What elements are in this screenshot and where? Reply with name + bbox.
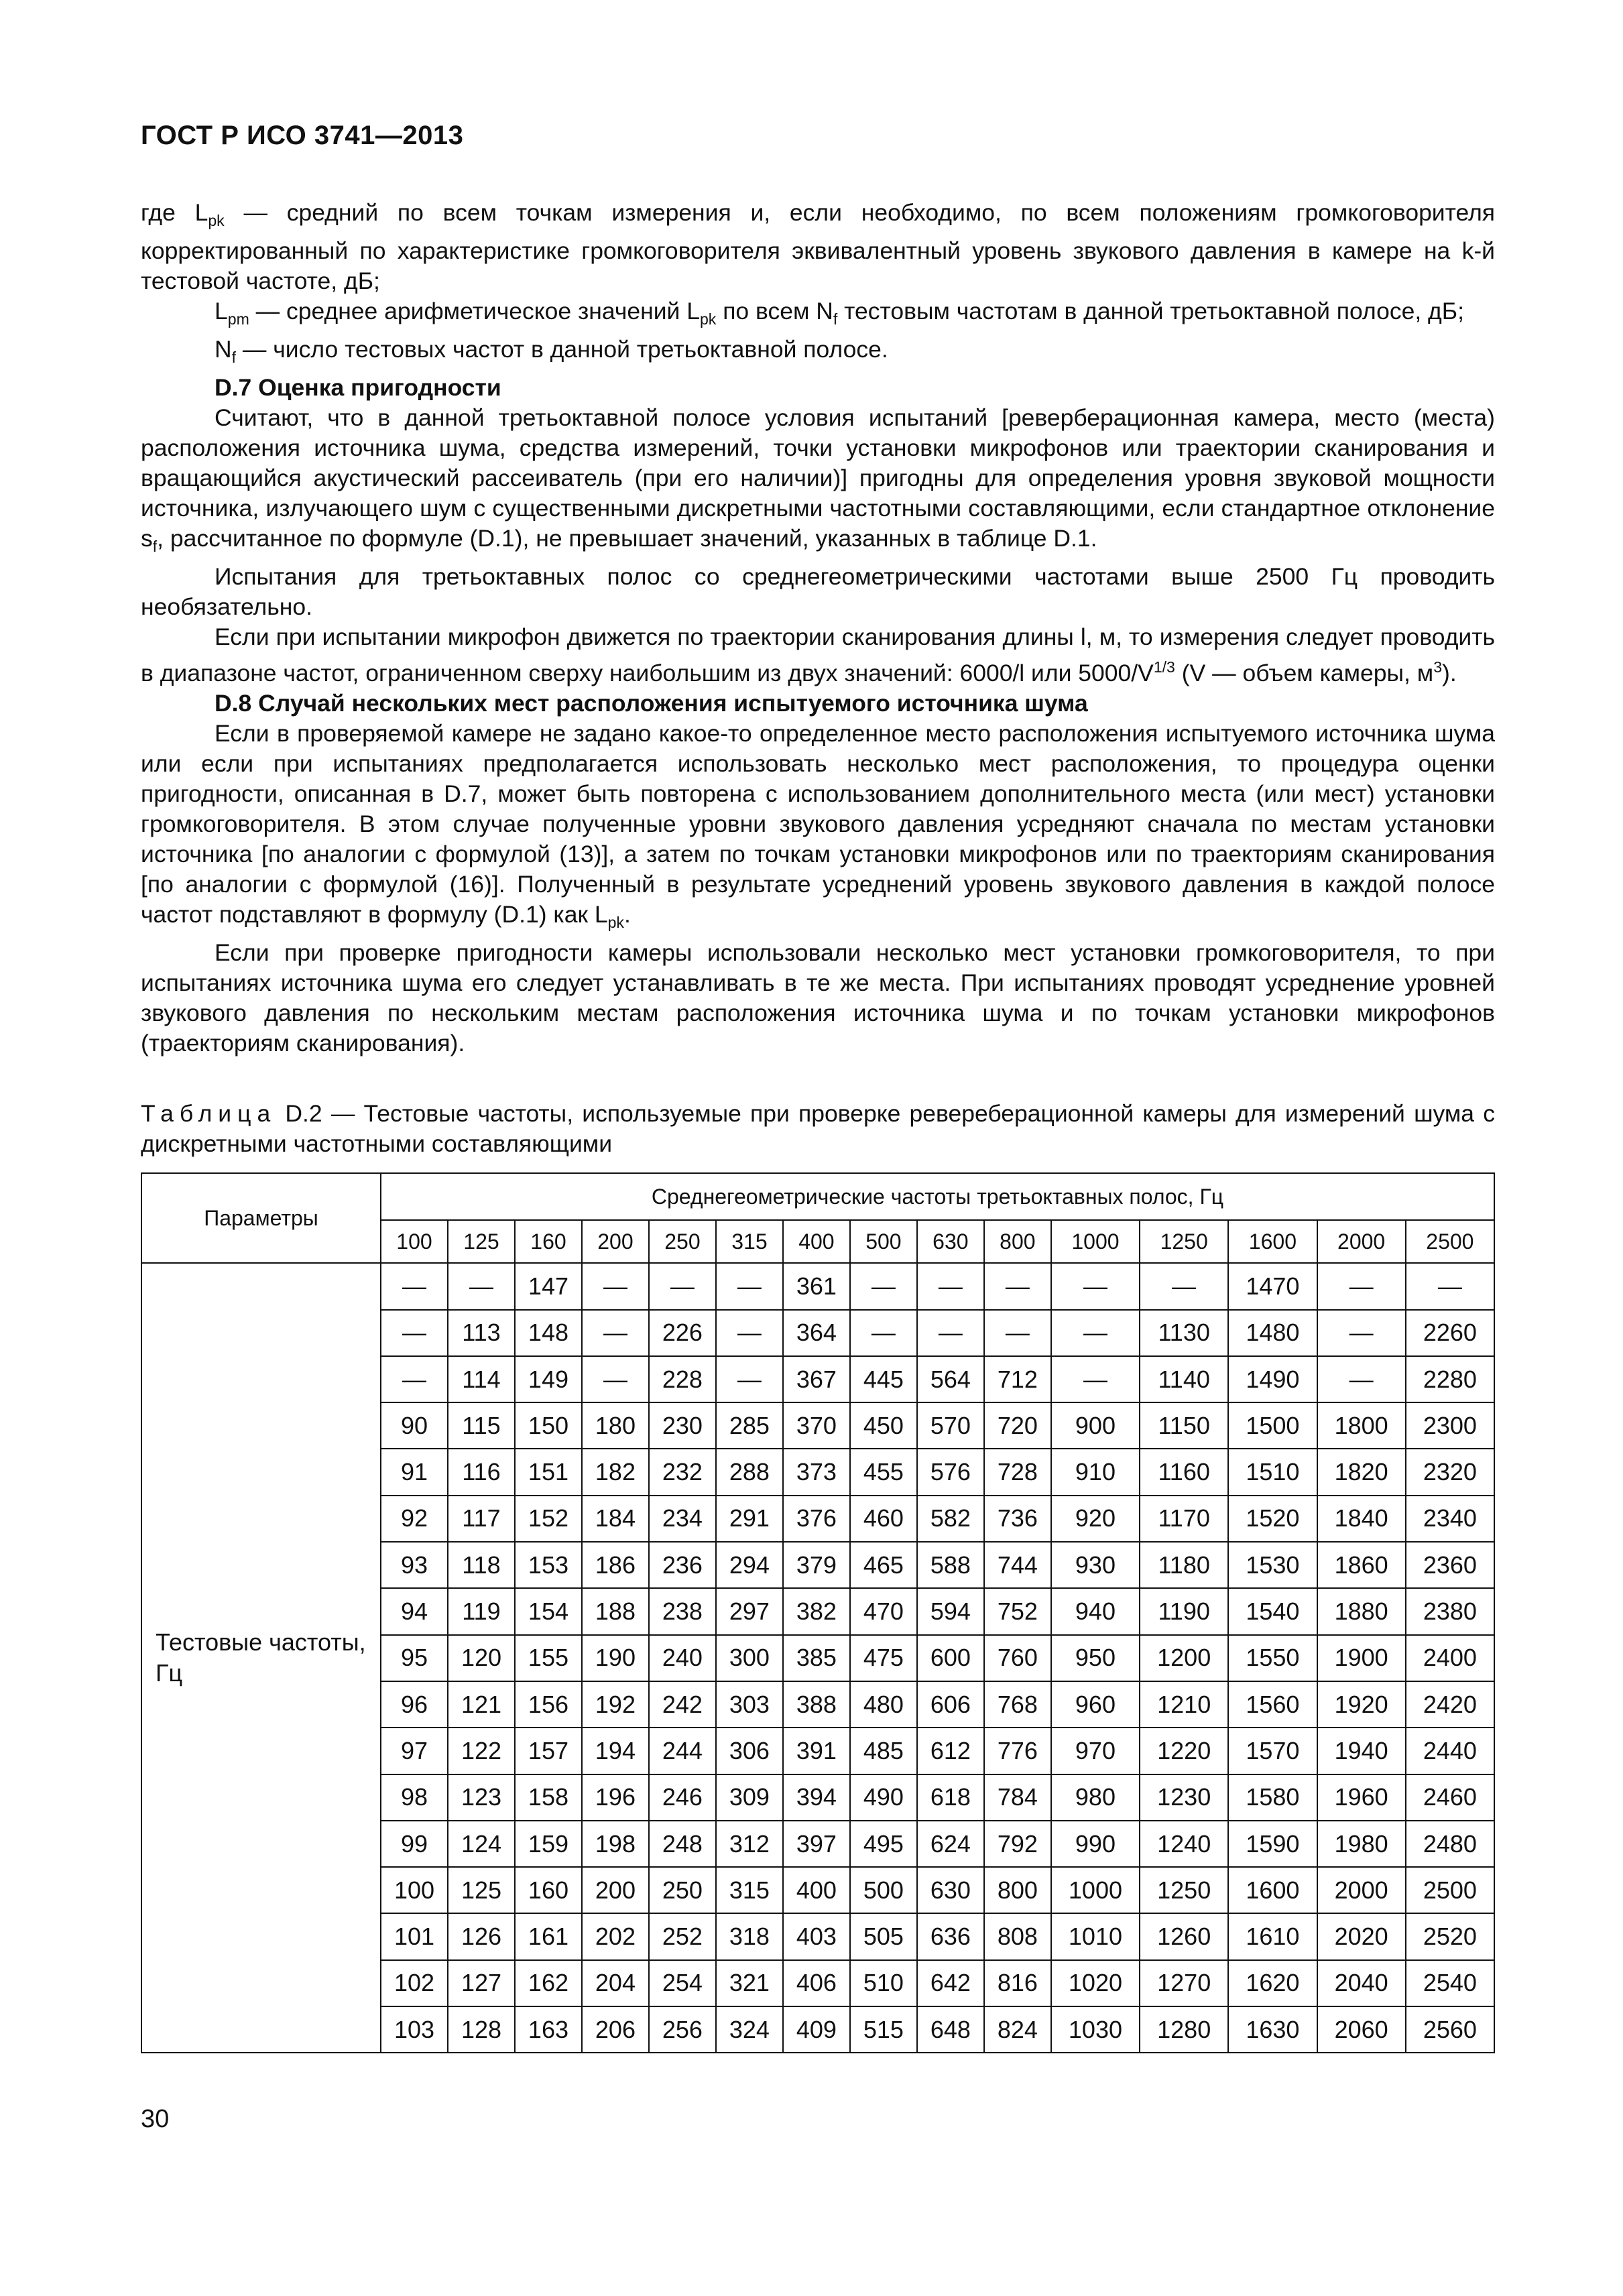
table-cell: 204	[582, 1960, 649, 2006]
table-cell: 246	[649, 1774, 716, 1821]
column-header: 200	[582, 1220, 649, 1263]
table-cell: 148	[515, 1310, 582, 1356]
table-cell: 409	[783, 2006, 850, 2053]
paragraph-lpk-definition: где $L_{pk}$ — средний по всем точкам измерения и, если необходимо, по всем положениям громкоговорителя корректированный по характеристике громкоговорителя эквивалентный уровень звукового давления в камере на k-й тестовой частоте, дБ;	[141, 199, 1496, 295]
table-cell: 161	[515, 1913, 582, 1959]
table-cell: 2520	[1406, 1913, 1494, 1959]
table-cell: 160	[515, 1867, 582, 1913]
table-cell: 200	[582, 1867, 649, 1913]
table-cell: —	[984, 1310, 1051, 1356]
table-caption-label: Таблица	[141, 1100, 277, 1128]
table-cell: 256	[649, 2006, 716, 2053]
table-cell: 285	[716, 1402, 783, 1449]
table-cell: 624	[917, 1821, 984, 1867]
table-cell: 1590	[1228, 1821, 1317, 1867]
table-cell: 1250	[1140, 1867, 1228, 1913]
table-cell: 776	[984, 1728, 1051, 1774]
table-cell: 455	[850, 1449, 917, 1495]
table-cell: 500	[850, 1867, 917, 1913]
table-cell: 118	[448, 1542, 515, 1588]
table-cell: 2300	[1406, 1402, 1494, 1449]
table-cell: 2380	[1406, 1588, 1494, 1634]
table-cell: 98	[381, 1774, 448, 1821]
table-cell: 379	[783, 1542, 850, 1588]
table-cell: —	[381, 1356, 448, 1402]
table-cell: 403	[783, 1913, 850, 1959]
table-cell: 1490	[1228, 1356, 1317, 1402]
table-cell: 720	[984, 1402, 1051, 1449]
column-header: 2500	[1406, 1220, 1494, 1263]
table-cell: 612	[917, 1728, 984, 1774]
paragraph-nf-definition: $N_f$ — число тестовых частот в данной третьоктавной полосе.	[215, 336, 888, 367]
table-cell: 226	[649, 1310, 716, 1356]
table-cell: 1530	[1228, 1542, 1317, 1588]
table-cell: 950	[1051, 1635, 1140, 1681]
table-cell: 1620	[1228, 1960, 1317, 2006]
table-cell: 1900	[1317, 1635, 1406, 1681]
table-cell: 1550	[1228, 1635, 1317, 1681]
table-cell: 96	[381, 1681, 448, 1728]
table-cell: 198	[582, 1821, 649, 1867]
table-cell: —	[582, 1356, 649, 1402]
table-cell: 113	[448, 1310, 515, 1356]
table-cell: —	[1051, 1263, 1140, 1309]
table-cell: 303	[716, 1681, 783, 1728]
table-cell: 450	[850, 1402, 917, 1449]
column-header: 1250	[1140, 1220, 1228, 1263]
table-cell: 124	[448, 1821, 515, 1867]
table-cell: 180	[582, 1402, 649, 1449]
table-cell: 900	[1051, 1402, 1140, 1449]
table-cell: —	[1317, 1263, 1406, 1309]
table-cell: 465	[850, 1542, 917, 1588]
table-cell: 1220	[1140, 1728, 1228, 1774]
table-cell: 238	[649, 1588, 716, 1634]
table-cell: 100	[381, 1867, 448, 1913]
table-cell: 117	[448, 1496, 515, 1542]
table-cell: —	[448, 1263, 515, 1309]
table-cell: —	[1317, 1356, 1406, 1402]
table-cell: 232	[649, 1449, 716, 1495]
table-cell: 1540	[1228, 1588, 1317, 1634]
table-cell: 1500	[1228, 1402, 1317, 1449]
table-cell: 95	[381, 1635, 448, 1681]
table-cell: 630	[917, 1867, 984, 1913]
table-cell: 90	[381, 1402, 448, 1449]
table-cell: 940	[1051, 1588, 1140, 1634]
table-cell: 1030	[1051, 2006, 1140, 2053]
table-cell: 123	[448, 1774, 515, 1821]
section-heading-d7: D.7 Оценка пригодности	[215, 374, 501, 402]
table-cell: 460	[850, 1496, 917, 1542]
table-cell: 400	[783, 1867, 850, 1913]
table-cell: 570	[917, 1402, 984, 1449]
table-cell: 1010	[1051, 1913, 1140, 1959]
table-cell: 248	[649, 1821, 716, 1867]
table-cell: —	[381, 1310, 448, 1356]
table-cell: 382	[783, 1588, 850, 1634]
table-cell: 1570	[1228, 1728, 1317, 1774]
row-label: Тестовые частоты, Гц	[141, 1263, 381, 2053]
table-cell: —	[1051, 1310, 1140, 1356]
table-cell: 2440	[1406, 1728, 1494, 1774]
table-cell: 206	[582, 2006, 649, 2053]
table-cell: —	[917, 1310, 984, 1356]
table-cell: 1800	[1317, 1402, 1406, 1449]
table-cell: 184	[582, 1496, 649, 1542]
table-cell: 792	[984, 1821, 1051, 1867]
table-cell: 728	[984, 1449, 1051, 1495]
table-cell: 202	[582, 1913, 649, 1959]
table-cell: 397	[783, 1821, 850, 1867]
table-cell: 768	[984, 1681, 1051, 1728]
table-cell: 576	[917, 1449, 984, 1495]
table-cell: 588	[917, 1542, 984, 1588]
table-cell: 594	[917, 1588, 984, 1634]
table-cell: 152	[515, 1496, 582, 1542]
table-cell: 910	[1051, 1449, 1140, 1495]
paragraph-averaging: Если при проверке пригодности камеры использовали несколько мест установки громкоговорителя, то при испытаниях источника шума его следует устанавливать в те же места. При испытаниях проводят усреднение уровней звукового давления по нескольким местам расположения источника шума и по точкам установки микрофонов (траекториям сканирования).	[141, 939, 1495, 1057]
table-cell: 294	[716, 1542, 783, 1588]
table-cell: 254	[649, 1960, 716, 2006]
table-cell: 194	[582, 1728, 649, 1774]
column-header: 630	[917, 1220, 984, 1263]
table-cell: 156	[515, 1681, 582, 1728]
column-header: 500	[850, 1220, 917, 1263]
table-cell: 1160	[1140, 1449, 1228, 1495]
table-cell: 149	[515, 1356, 582, 1402]
table-cell: 102	[381, 1960, 448, 2006]
table-body	[141, 1263, 1494, 2053]
table-cell: 150	[515, 1402, 582, 1449]
column-header: 125	[448, 1220, 515, 1263]
table-cell: 1600	[1228, 1867, 1317, 1913]
table-cell: 960	[1051, 1681, 1140, 1728]
table-cell: 385	[783, 1635, 850, 1681]
table-cell: 1140	[1140, 1356, 1228, 1402]
table-cell: 1150	[1140, 1402, 1228, 1449]
table-cell: 980	[1051, 1774, 1140, 1821]
page-number: 30	[141, 2105, 170, 2133]
table-cell: 808	[984, 1913, 1051, 1959]
table-cell: 970	[1051, 1728, 1140, 1774]
table-cell: 119	[448, 1588, 515, 1634]
table-cell: 2020	[1317, 1913, 1406, 1959]
table-cell: —	[716, 1310, 783, 1356]
table-cell: 364	[783, 1310, 850, 1356]
table-cell: 1560	[1228, 1681, 1317, 1728]
table-cell: 101	[381, 1913, 448, 1959]
table-cell: 1960	[1317, 1774, 1406, 1821]
table-cell: 1880	[1317, 1588, 1406, 1634]
table-cell: —	[649, 1263, 716, 1309]
table-cell: 2280	[1406, 1356, 1494, 1402]
table-cell: 1580	[1228, 1774, 1317, 1821]
paragraph-suitability: Считают, что в данной третьоктавной полосе условия испытаний [реверберационная камера, место (места) расположения источника шума, средства измерений, точки установки микрофонов или траектории сканирования и вращающийся акустический рассеиватель (при его наличии)] пригодны для определения уровня звуковой мощности источника, излучающего шум с существенными дискретными частотными составляющими, если стандартное отклонение $s_f$, рассчитанное по формуле (D.1), не превышает значений, указанных в таблице D.1.	[141, 404, 1495, 556]
table-cell: 1130	[1140, 1310, 1228, 1356]
table-cell: 1630	[1228, 2006, 1317, 2053]
frequency-span-header: Среднегеометрические частоты третьоктавных полос, Гц	[381, 1173, 1494, 1220]
table-cell: 406	[783, 1960, 850, 2006]
column-header: 315	[716, 1220, 783, 1263]
table-row	[141, 1263, 1494, 1309]
table-cell: 1270	[1140, 1960, 1228, 2006]
column-header: 400	[783, 1220, 850, 1263]
table-cell: 159	[515, 1821, 582, 1867]
table-cell: —	[1406, 1263, 1494, 1309]
table-cell: 309	[716, 1774, 783, 1821]
table-cell: 1520	[1228, 1496, 1317, 1542]
table-cell: 230	[649, 1402, 716, 1449]
table-cell: 321	[716, 1960, 783, 2006]
table-cell: 97	[381, 1728, 448, 1774]
table-cell: 318	[716, 1913, 783, 1959]
table-cell: 93	[381, 1542, 448, 1588]
table-cell: 2060	[1317, 2006, 1406, 2053]
table-cell: 606	[917, 1681, 984, 1728]
table-cell: 2500	[1406, 1867, 1494, 1913]
table-cell: 324	[716, 2006, 783, 2053]
paragraph-optional-tests: Испытания для третьоктавных полос со среднегеометрическими частотами выше 2500 Гц проводить необязательно.	[141, 563, 1495, 621]
table-cell: 600	[917, 1635, 984, 1681]
table-cell: 361	[783, 1263, 850, 1309]
table-caption-text: D.2 — Тестовые частоты, используемые при проверке ревереберационной камеры для измерений шума с дискретными частотными составляющими	[141, 1100, 1495, 1158]
table-cell: 752	[984, 1588, 1051, 1634]
table-cell: 1190	[1140, 1588, 1228, 1634]
table-cell: 157	[515, 1728, 582, 1774]
table-cell: 154	[515, 1588, 582, 1634]
table-cell: 642	[917, 1960, 984, 2006]
table-cell: 196	[582, 1774, 649, 1821]
body-text	[141, 198, 1495, 1059]
table-cell: 122	[448, 1728, 515, 1774]
table-cell: 1170	[1140, 1496, 1228, 1542]
table-cell: 736	[984, 1496, 1051, 1542]
table-cell: —	[917, 1263, 984, 1309]
table-cell: 155	[515, 1635, 582, 1681]
table-cell: 1860	[1317, 1542, 1406, 1588]
table-cell: 990	[1051, 1821, 1140, 1867]
paragraph-scanning: Если при испытании микрофон движется по траектории сканирования длины l, м, то измерения следует проводить в диапазоне частот, ограниченном сверху наибольшим из двух значений: 6000/l или $5000/V^{1/3}$ (V — объем камеры, $м^3$).	[141, 623, 1495, 687]
table-cell: —	[582, 1310, 649, 1356]
table-cell: 115	[448, 1402, 515, 1449]
section-heading-d8: D.8 Случай нескольких мест расположения испытуемого источника шума	[215, 690, 1088, 717]
table-cell: 760	[984, 1635, 1051, 1681]
table-cell: 151	[515, 1449, 582, 1495]
table-cell: 162	[515, 1960, 582, 2006]
table-cell: 92	[381, 1496, 448, 1542]
table-cell: —	[582, 1263, 649, 1309]
table-cell: 367	[783, 1356, 850, 1402]
table-cell: 291	[716, 1496, 783, 1542]
column-header: 1600	[1228, 1220, 1317, 1263]
table-cell: 192	[582, 1681, 649, 1728]
table-cell: 824	[984, 2006, 1051, 2053]
table-cell: 2400	[1406, 1635, 1494, 1681]
table-cell: 485	[850, 1728, 917, 1774]
column-header: 250	[649, 1220, 716, 1263]
table-cell: 236	[649, 1542, 716, 1588]
table-cell: —	[716, 1263, 783, 1309]
table-cell: 312	[716, 1821, 783, 1867]
table-cell: 120	[448, 1635, 515, 1681]
table-cell: 2540	[1406, 1960, 1494, 2006]
table-cell: 234	[649, 1496, 716, 1542]
table-cell: 930	[1051, 1542, 1140, 1588]
table-cell: 490	[850, 1774, 917, 1821]
table-cell: 388	[783, 1681, 850, 1728]
table-cell: 2340	[1406, 1496, 1494, 1542]
table-cell: 784	[984, 1774, 1051, 1821]
table-cell: 1210	[1140, 1681, 1228, 1728]
table-cell: 816	[984, 1960, 1051, 2006]
table-cell: 373	[783, 1449, 850, 1495]
table-cell: 1230	[1140, 1774, 1228, 1821]
table-cell: 91	[381, 1449, 448, 1495]
table-cell: 636	[917, 1913, 984, 1959]
table-cell: 480	[850, 1681, 917, 1728]
table-cell: 582	[917, 1496, 984, 1542]
table-cell: 744	[984, 1542, 1051, 1588]
column-header: 160	[515, 1220, 582, 1263]
table-cell: 306	[716, 1728, 783, 1774]
table-cell: 394	[783, 1774, 850, 1821]
table-cell: 1510	[1228, 1449, 1317, 1495]
table-cell: 1920	[1317, 1681, 1406, 1728]
table-cell: 182	[582, 1449, 649, 1495]
table-cell: 1200	[1140, 1635, 1228, 1681]
param-header: Параметры	[141, 1173, 381, 1263]
table-cell: 2460	[1406, 1774, 1494, 1821]
table-cell: 300	[716, 1635, 783, 1681]
table-cell: 505	[850, 1913, 917, 1959]
table-cell: 1260	[1140, 1913, 1228, 1959]
table-cell: 163	[515, 2006, 582, 2053]
table-cell: —	[1317, 1310, 1406, 1356]
table-cell: 1470	[1228, 1263, 1317, 1309]
table-cell: 240	[649, 1635, 716, 1681]
paragraph-multiple-locations: Если в проверяемой камере не задано какое-то определенное место расположения испытуемого источника шума или если при испытаниях предполагается использовать несколько мест расположения, то процедура оценки пригодности, описанная в D.7, может быть повторена с использованием дополнительного места (или мест) установки громкоговорителя. В этом случае полученные уровни звукового давления усредняют сначала по местам установки источника [по аналогии с формулой (13)], а затем по точкам установки микрофонов или по траекториям сканирования [по аналогии с формулой (16)]. Полученный в результате усреднений уровень звукового давления в каждой полосе частот подставляют в формулу (D.1) как $L_{pk}$.	[141, 720, 1495, 932]
table-cell: 2360	[1406, 1542, 1494, 1588]
table-cell: —	[381, 1263, 448, 1309]
table-cell: 2320	[1406, 1449, 1494, 1495]
table-cell: 800	[984, 1867, 1051, 1913]
table-cell: 244	[649, 1728, 716, 1774]
table-cell: 1280	[1140, 2006, 1228, 2053]
table-cell: 99	[381, 1821, 448, 1867]
table-cell: 445	[850, 1356, 917, 1402]
column-header: 1000	[1051, 1220, 1140, 1263]
table-cell: 128	[448, 2006, 515, 2053]
table-cell: 510	[850, 1960, 917, 2006]
table-cell: 315	[716, 1867, 783, 1913]
table-cell: 297	[716, 1588, 783, 1634]
table-cell: 103	[381, 2006, 448, 2053]
table-cell: 125	[448, 1867, 515, 1913]
table-cell: 376	[783, 1496, 850, 1542]
table-cell: 391	[783, 1728, 850, 1774]
table-cell: 252	[649, 1913, 716, 1959]
table-cell: 116	[448, 1449, 515, 1495]
table-cell: 712	[984, 1356, 1051, 1402]
table-cell: 495	[850, 1821, 917, 1867]
table-cell: 288	[716, 1449, 783, 1495]
table-cell: 2480	[1406, 1821, 1494, 1867]
table-cell: 228	[649, 1356, 716, 1402]
table-cell: 147	[515, 1263, 582, 1309]
table-cell: 618	[917, 1774, 984, 1821]
table-cell: 1980	[1317, 1821, 1406, 1867]
table-cell: 1020	[1051, 1960, 1140, 2006]
test-frequencies-table	[141, 1172, 1495, 2053]
table-cell: 121	[448, 1681, 515, 1728]
table-cell: 1820	[1317, 1449, 1406, 1495]
table-cell: 188	[582, 1588, 649, 1634]
table-caption	[141, 1099, 1495, 1159]
table-cell: 1240	[1140, 1821, 1228, 1867]
table-cell: 158	[515, 1774, 582, 1821]
table-cell: 153	[515, 1542, 582, 1588]
standard-header: ГОСТ Р ИСО 3741—2013	[141, 121, 464, 150]
table-cell: 920	[1051, 1496, 1140, 1542]
table-cell: 370	[783, 1402, 850, 1449]
table-cell: 2560	[1406, 2006, 1494, 2053]
table-cell: —	[984, 1263, 1051, 1309]
table-cell: 250	[649, 1867, 716, 1913]
table-cell: 127	[448, 1960, 515, 2006]
table-cell: 126	[448, 1913, 515, 1959]
table-cell: 1610	[1228, 1913, 1317, 1959]
column-header: 800	[984, 1220, 1051, 1263]
table-cell: 186	[582, 1542, 649, 1588]
table-cell: 2040	[1317, 1960, 1406, 2006]
table-cell: 648	[917, 2006, 984, 2053]
table-cell: 2420	[1406, 1681, 1494, 1728]
table-cell: —	[850, 1263, 917, 1309]
table-cell: 1480	[1228, 1310, 1317, 1356]
paragraph-lpm-definition: $L_{pm}$ — среднее арифметическое значений $L_{pk}$ по всем $N_f$ тестовым частотам в данной третьоктавной полосе, дБ;	[215, 298, 1464, 328]
table-cell: 564	[917, 1356, 984, 1402]
column-header: 2000	[1317, 1220, 1406, 1263]
table-cell: 1000	[1051, 1867, 1140, 1913]
table-cell: 2000	[1317, 1867, 1406, 1913]
table-cell: —	[1051, 1356, 1140, 1402]
table-cell: 475	[850, 1635, 917, 1681]
table-cell: —	[1140, 1263, 1228, 1309]
table-cell: 190	[582, 1635, 649, 1681]
table-cell: 242	[649, 1681, 716, 1728]
table-cell: 114	[448, 1356, 515, 1402]
table-cell: 94	[381, 1588, 448, 1634]
table-cell: 1180	[1140, 1542, 1228, 1588]
document-page	[141, 121, 1495, 2053]
table-cell: —	[716, 1356, 783, 1402]
table-cell: 1940	[1317, 1728, 1406, 1774]
table-cell: —	[850, 1310, 917, 1356]
column-header: 100	[381, 1220, 448, 1263]
table-cell: 1840	[1317, 1496, 1406, 1542]
table-cell: 2260	[1406, 1310, 1494, 1356]
table-cell: 470	[850, 1588, 917, 1634]
table-cell: 515	[850, 2006, 917, 2053]
